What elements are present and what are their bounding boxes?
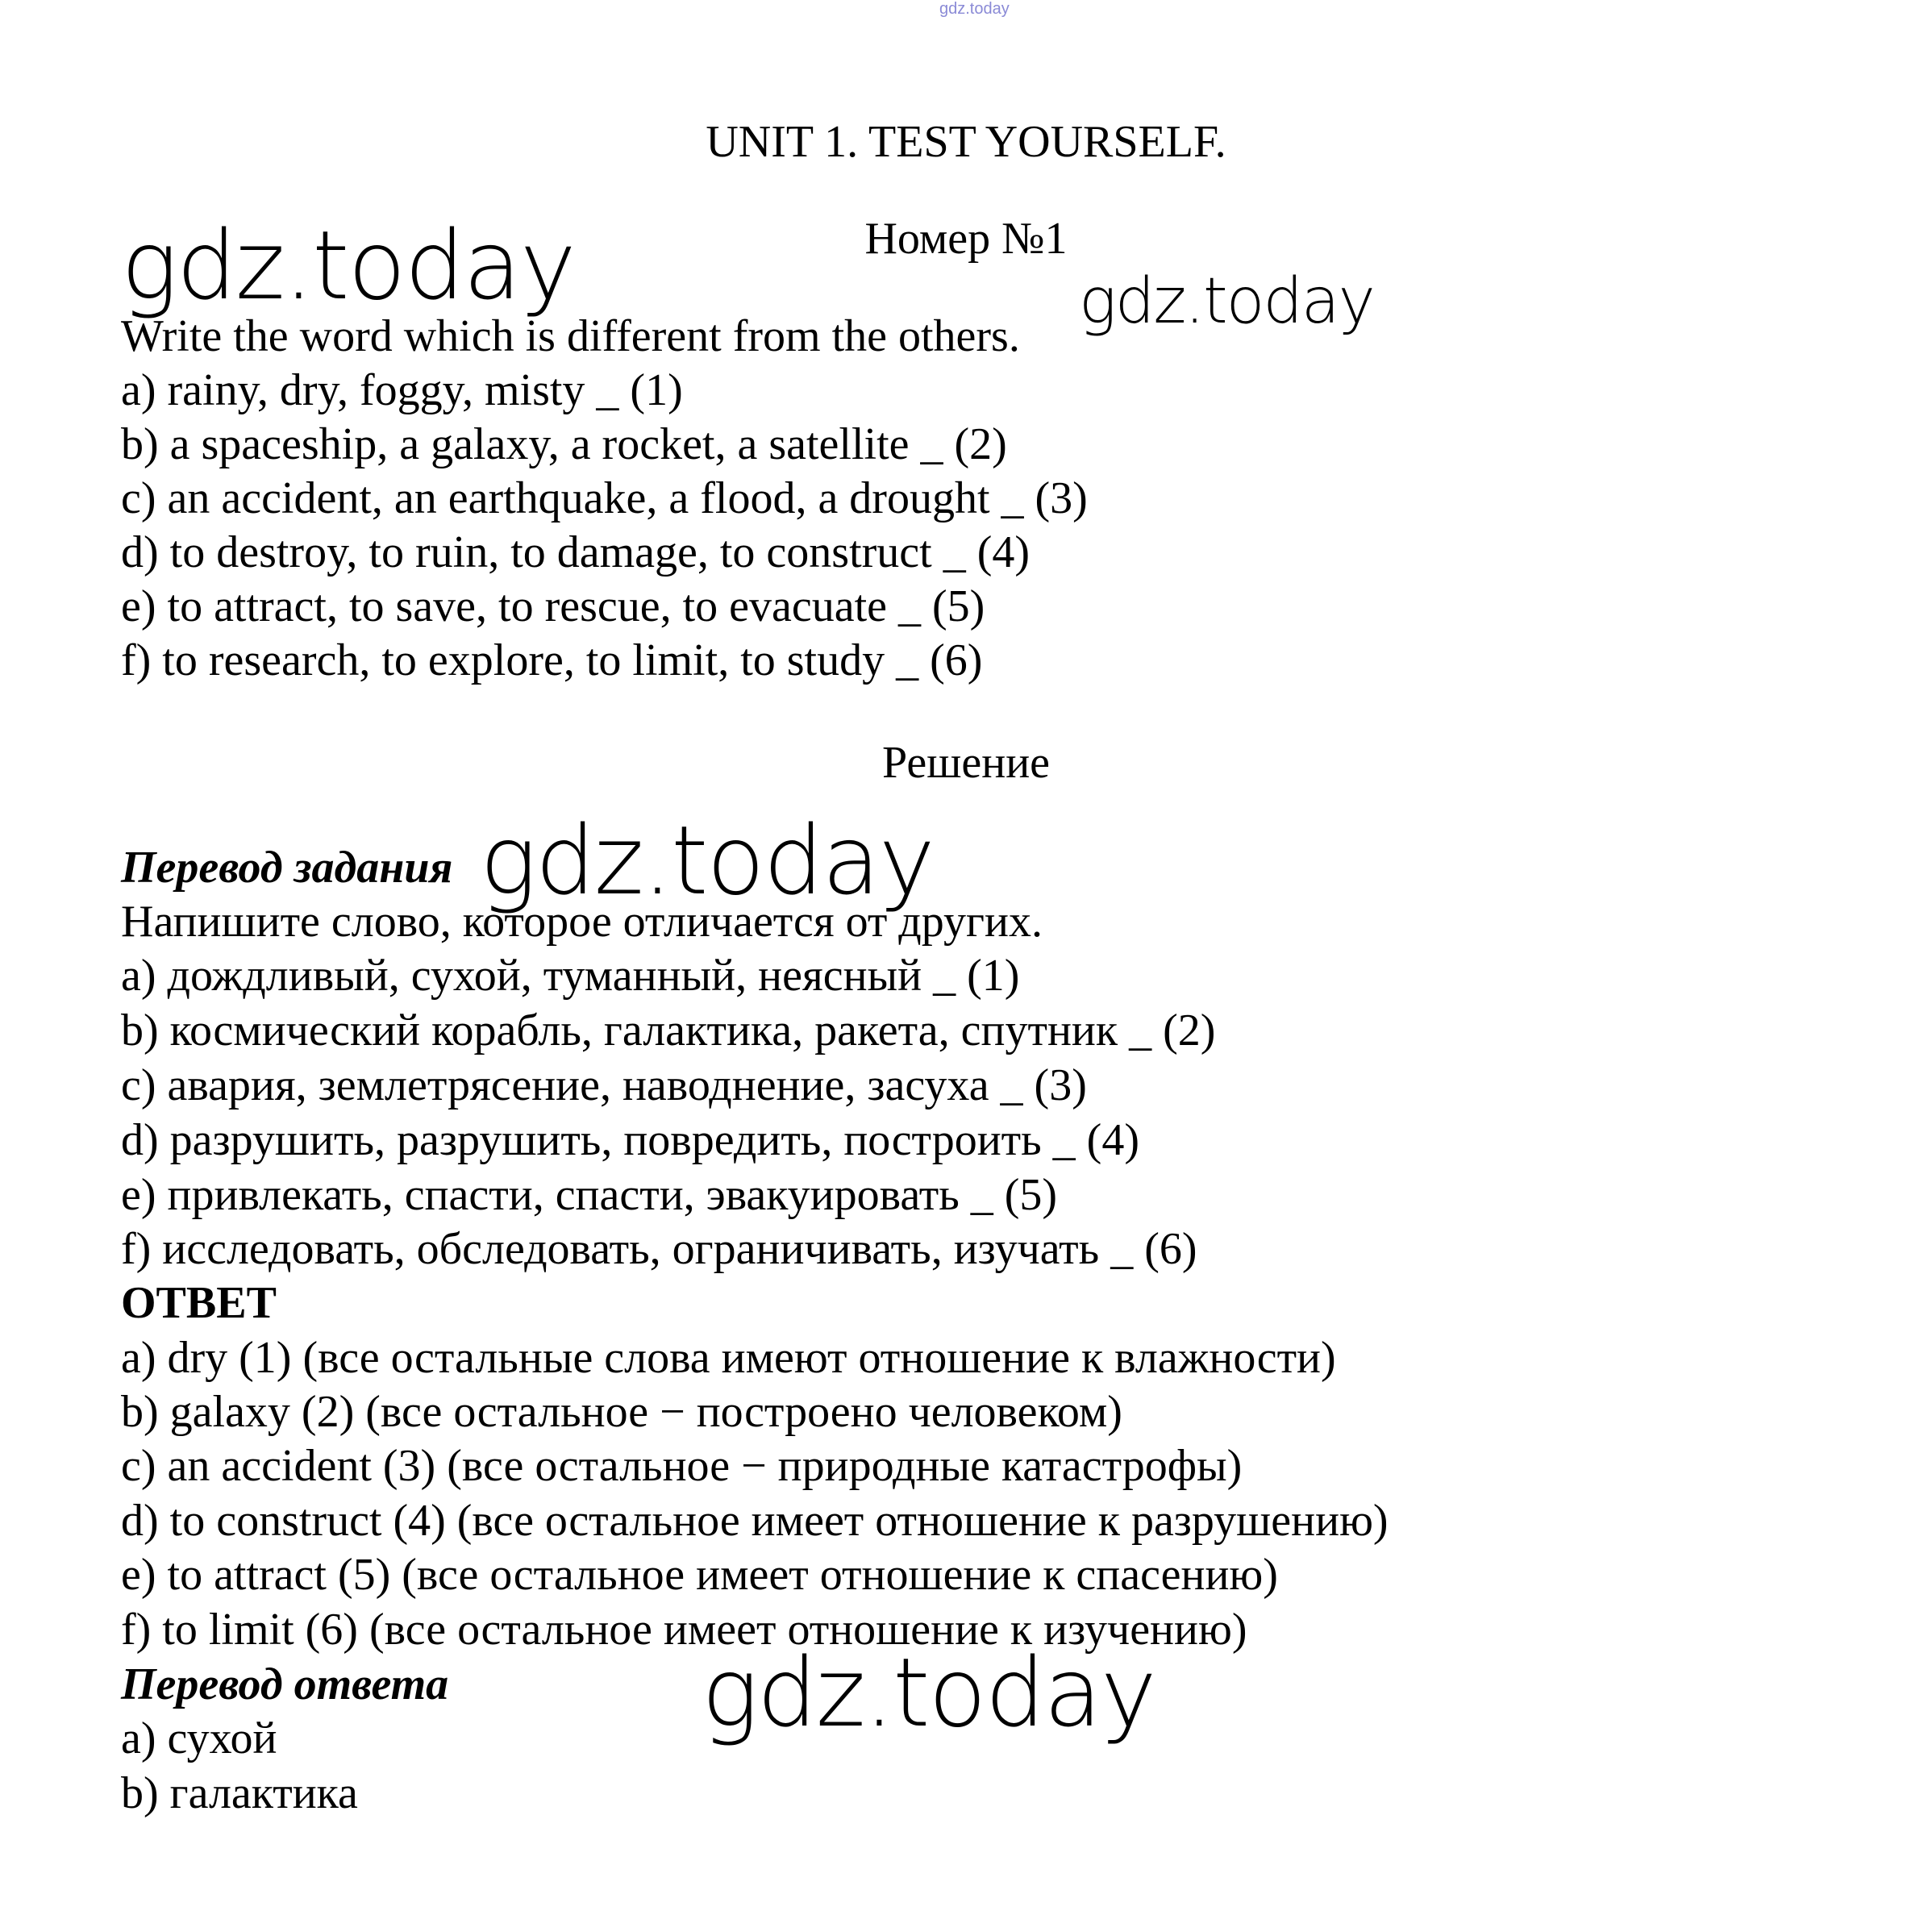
watermark-logo: gdz.today (1079, 265, 1374, 338)
answer-item-f: f) to limit (6) (все остальное имеет отношение к изучению) (121, 1605, 1247, 1655)
task-item-d: d) to destroy, to ruin, to damage, to construct _ (4) (121, 527, 1030, 577)
task-item-f: f) to research, to explore, to limit, to study _ (6) (121, 635, 983, 685)
answer-item-d: d) to construct (4) (все остальное имеет отношение к разрушению) (121, 1496, 1389, 1546)
answer-translation-item-a: a) сухой (121, 1713, 277, 1763)
page-title: UNIT 1. TEST YOURSELF. (706, 117, 1226, 167)
answer-translation-heading: Перевод ответа (121, 1659, 449, 1709)
top-watermark: gdz.today (939, 0, 1010, 18)
task-item-b: b) a spaceship, a galaxy, a rocket, a satellite _ (2) (121, 419, 1007, 469)
answer-item-e: e) to attract (5) (все остальное имеет отношение к спасению) (121, 1550, 1278, 1600)
task-instruction: Write the word which is different from the others. (121, 311, 1020, 361)
task-item-c: c) an accident, an earthquake, a flood, a drought _ (3) (121, 473, 1088, 523)
watermark-logo: gdz.today (702, 1637, 1155, 1748)
answer-item-c: c) an accident (3) (все остальное − природные катастрофы) (121, 1441, 1243, 1491)
answer-item-a: a) dry (1) (все остальные слова имеют отношение к влажности) (121, 1333, 1336, 1383)
watermark-logo: gdz.today (480, 805, 934, 916)
exercise-number: Номер №1 (864, 214, 1068, 264)
translation-item-b: b) космический корабль, галактика, ракета, спутник _ (2) (121, 1005, 1216, 1055)
translation-item-f: f) исследовать, обследовать, ограничивать, изучать _ (6) (121, 1224, 1197, 1274)
solution-heading: Решение (881, 738, 1051, 788)
translation-item-a: a) дождливый, сухой, туманный, неясный _ (1) (121, 951, 1020, 1001)
task-item-e: e) to attract, to save, to rescue, to evacuate _ (5) (121, 581, 985, 631)
answer-heading: ОТВЕТ (121, 1278, 277, 1328)
answer-item-b: b) galaxy (2) (все остальное − построено человеком) (121, 1387, 1122, 1437)
translation-heading: Перевод задания (121, 843, 453, 893)
task-item-a: a) rainy, dry, foggy, misty _ (1) (121, 365, 683, 415)
watermark-logo: gdz.today (121, 210, 575, 321)
translation-instruction: Напишите слово, которое отличается от других. (121, 897, 1043, 947)
answer-translation-item-b: b) галактика (121, 1768, 358, 1818)
translation-item-e: e) привлекать, спасти, спасти, эвакуировать _ (5) (121, 1170, 1058, 1220)
translation-item-d: d) разрушить, разрушить, повредить, построить _ (4) (121, 1115, 1139, 1165)
translation-item-c: c) авария, землетрясение, наводнение, засуха _ (3) (121, 1060, 1087, 1110)
